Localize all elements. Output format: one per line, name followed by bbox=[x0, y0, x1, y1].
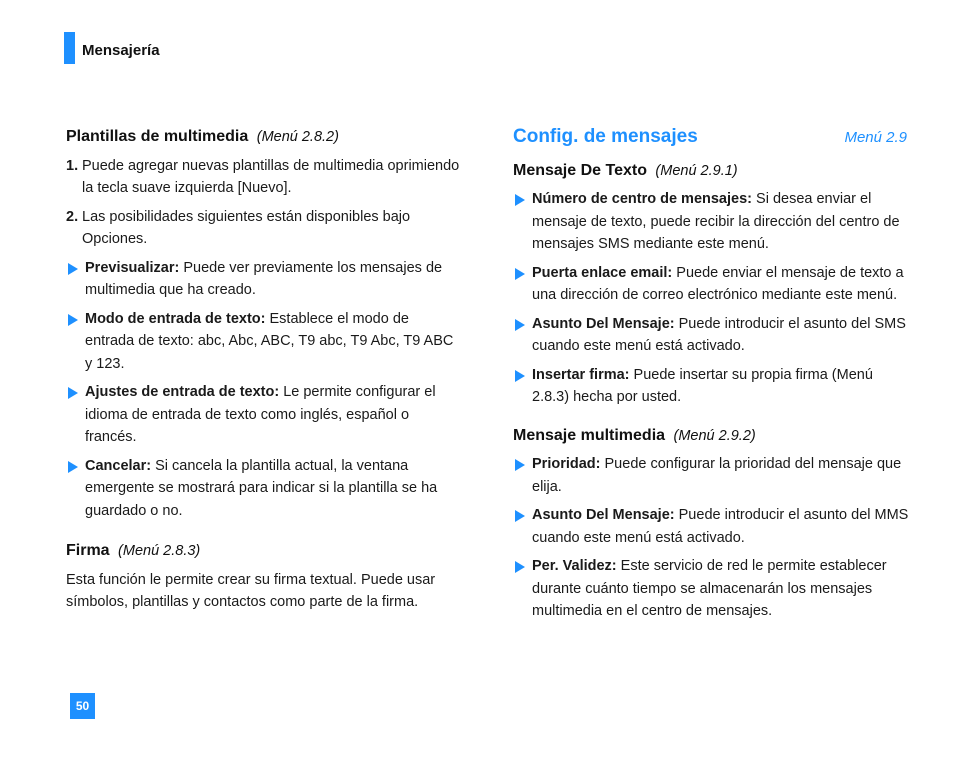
bullet-label: Insertar firma: bbox=[532, 366, 630, 383]
config-heading bbox=[513, 126, 909, 150]
item-number: 2. bbox=[66, 208, 79, 225]
right-column bbox=[513, 126, 909, 629]
texto-heading bbox=[513, 160, 909, 183]
bullet-text: Puede enviar el mensaje de texto a una dirección de correo electrónico mediante este menú. bbox=[532, 264, 904, 303]
item-number: 1. bbox=[66, 157, 79, 174]
bullet-label: Número de centro de mensajes: bbox=[532, 191, 752, 207]
bullet-prioridad bbox=[513, 453, 909, 498]
config-menu-ref: Menú 2.9 bbox=[844, 129, 907, 146]
bullet-text: Este servicio de red le permite establecer durante cuánto tiempo se almacenarán los mensajes multimedia en el centro de mensajes. bbox=[532, 558, 887, 619]
triangle-bullet-icon bbox=[68, 387, 78, 399]
bullet-per-validez bbox=[513, 555, 909, 623]
header-accent-bar bbox=[64, 32, 75, 64]
triangle-bullet-icon bbox=[515, 459, 525, 471]
triangle-bullet-icon bbox=[515, 561, 525, 573]
triangle-bullet-icon bbox=[515, 510, 525, 522]
item-text: Las posibilidades siguientes están disponibles bajo Opciones. bbox=[82, 208, 411, 247]
bullet-text: Si desea enviar el mensaje de texto, puede recibir la dirección del centro de mensajes SMS mediante este menú. bbox=[532, 191, 900, 252]
bullet-text: Establece el modo de entrada de texto: abc, Abc, ABC, T9 abc, T9 Abc, T9 ABC y 123. bbox=[85, 310, 454, 372]
triangle-bullet-icon bbox=[515, 370, 525, 382]
triangle-bullet-icon bbox=[68, 461, 78, 473]
item-text: Puede agregar nuevas plantillas de multimedia oprimiendo la tecla suave izquierda [Nuevo]. bbox=[82, 157, 460, 196]
texto-menu-ref: (Menú 2.9.1) bbox=[655, 162, 738, 179]
firma-title: Firma bbox=[66, 542, 110, 559]
bullet-label: Cancelar: bbox=[85, 457, 152, 474]
bullet-label: Prioridad: bbox=[532, 456, 601, 472]
bullet-text: Si cancela la plantilla actual, la ventana emergente se mostrará para indicar si la plantilla se ha guardado o no. bbox=[85, 457, 438, 519]
bullet-text: Puede introducir el asunto del SMS cuando este menú está activado. bbox=[532, 315, 906, 354]
firma-menu-ref: (Menú 2.8.3) bbox=[118, 543, 201, 559]
numbered-item-2 bbox=[66, 206, 460, 251]
bullet-previsualizar bbox=[66, 257, 460, 302]
left-column bbox=[66, 126, 460, 620]
triangle-bullet-icon bbox=[515, 268, 525, 280]
config-title: Config. de mensajes bbox=[513, 126, 698, 147]
bullet-text: Puede introducir el asunto del MMS cuando este menú está activado. bbox=[532, 507, 909, 546]
bullet-label: Asunto Del Mensaje: bbox=[532, 507, 675, 523]
plantillas-heading bbox=[66, 126, 460, 149]
plantillas-title: Plantillas de multimedia bbox=[66, 128, 249, 145]
triangle-bullet-icon bbox=[68, 314, 78, 326]
bullet-text: Le permite configurar el idioma de entrada de texto como inglés, español o francés. bbox=[85, 384, 436, 445]
firma-heading bbox=[66, 540, 460, 563]
bullet-label: Previsualizar: bbox=[85, 259, 180, 276]
triangle-bullet-icon bbox=[515, 319, 525, 331]
bullet-text: Puede insertar su propia firma (Menú 2.8.3) hecha por usted. bbox=[532, 366, 873, 405]
section-header: Mensajería bbox=[82, 42, 160, 59]
bullet-text: Puede configurar la prioridad del mensaje que elija. bbox=[532, 456, 902, 495]
triangle-bullet-icon bbox=[515, 194, 525, 206]
bullet-puerta-enlace bbox=[513, 262, 909, 307]
bullet-insertar-firma bbox=[513, 364, 909, 409]
firma-description: Esta función le permite crear su firma textual. Puede usar símbolos, plantillas y contactos como parte de la firma. bbox=[66, 571, 436, 610]
bullet-label: Modo de entrada de texto: bbox=[85, 310, 266, 327]
plantillas-menu-ref: (Menú 2.8.2) bbox=[256, 129, 339, 145]
texto-title: Mensaje De Texto bbox=[513, 161, 647, 179]
bullet-cancelar bbox=[66, 455, 460, 523]
bullet-text: Puede ver previamente los mensajes de multimedia que ha creado. bbox=[85, 259, 443, 298]
multimedia-title: Mensaje multimedia bbox=[513, 426, 666, 444]
page-number: 50 bbox=[70, 693, 95, 719]
bullet-modo-entrada bbox=[66, 308, 460, 376]
bullet-asunto-sms bbox=[513, 313, 909, 358]
bullet-label: Puerta enlace email: bbox=[532, 264, 673, 281]
multimedia-menu-ref: (Menú 2.9.2) bbox=[673, 427, 756, 444]
bullet-label: Per. Validez: bbox=[532, 558, 617, 574]
triangle-bullet-icon bbox=[68, 263, 78, 275]
bullet-numero-centro bbox=[513, 188, 909, 256]
numbered-item-1 bbox=[66, 155, 460, 200]
bullet-label: Asunto Del Mensaje: bbox=[532, 315, 675, 332]
bullet-asunto-mms bbox=[513, 504, 909, 549]
bullet-label: Ajustes de entrada de texto: bbox=[85, 384, 280, 400]
multimedia-heading bbox=[513, 425, 909, 448]
bullet-ajustes-entrada bbox=[66, 381, 460, 449]
